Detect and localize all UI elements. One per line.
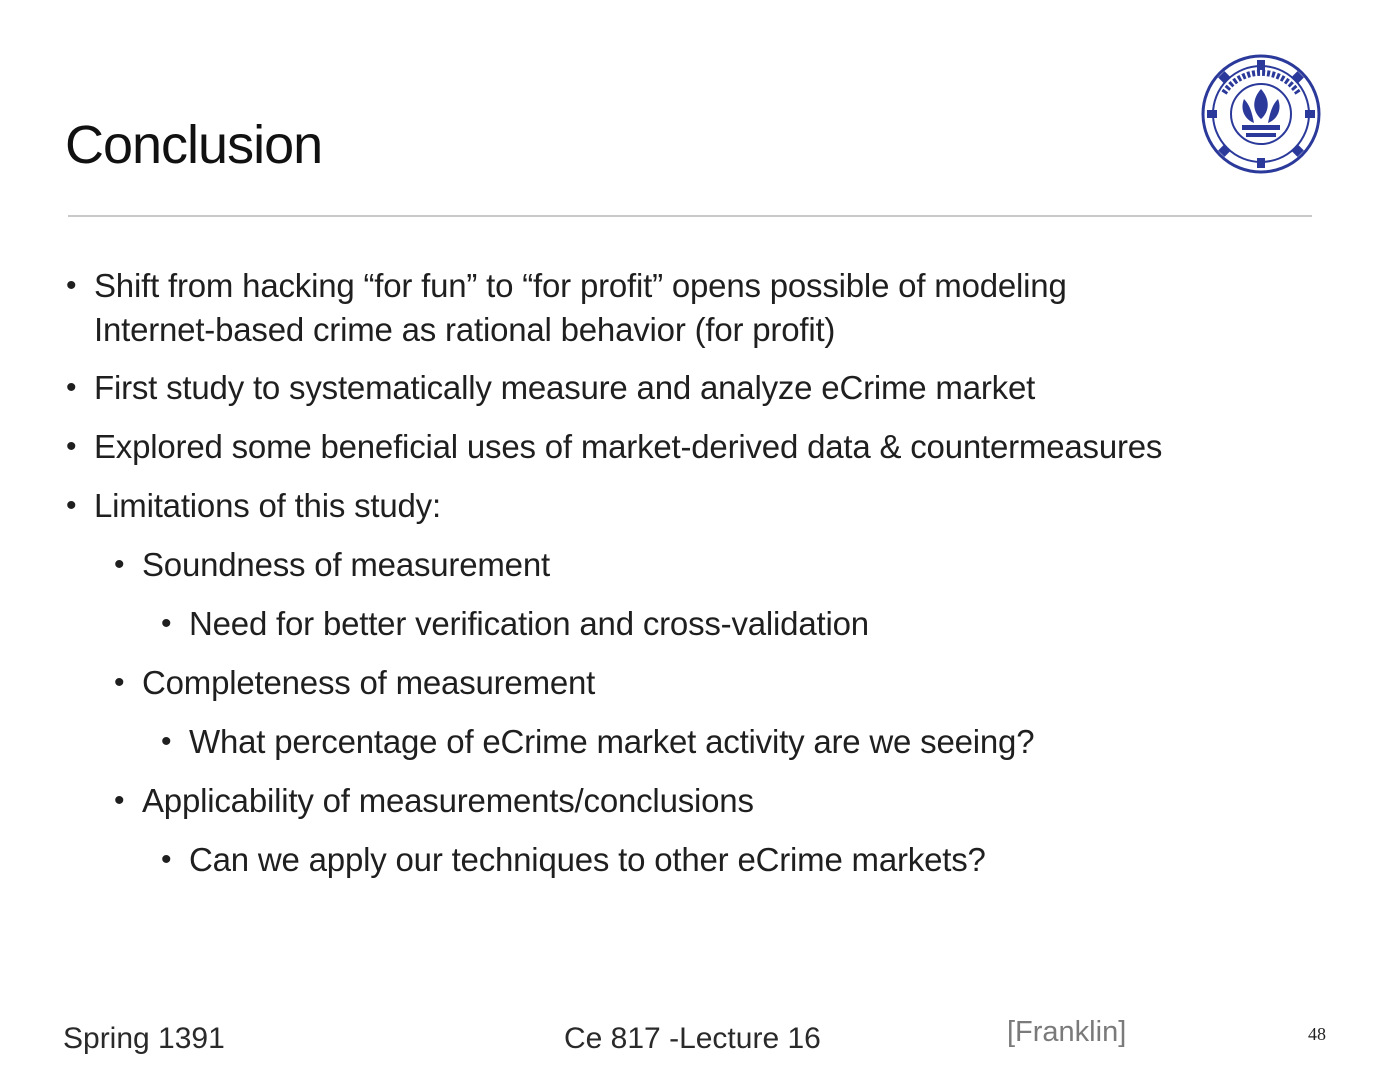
slide-title: Conclusion <box>65 115 323 175</box>
bullet-dot: • <box>161 843 172 876</box>
bullet-item <box>66 484 441 528</box>
page-number: 48 <box>1308 1024 1326 1044</box>
bullet-text: Completeness of measurement <box>142 664 596 701</box>
bullet-text: Explored some beneficial uses of market-derived data & countermeasures <box>94 428 1163 465</box>
bullet-item <box>66 366 1036 410</box>
sub-sub-bullet-item <box>161 838 986 882</box>
bullet-text: Need for better verification and cross-validation <box>189 605 869 642</box>
bullet-text: Applicability of measurements/conclusions <box>142 782 754 819</box>
sub-bullet-item <box>114 779 754 823</box>
footer-citation: [Franklin] <box>1007 1016 1127 1048</box>
sub-sub-bullet-item <box>161 720 1035 764</box>
bullet-dot: • <box>161 607 172 640</box>
bullet-dot: • <box>66 371 77 404</box>
bullet-item <box>66 264 1067 352</box>
sub-bullet-item <box>114 661 596 705</box>
bullet-text-continuation: Internet-based crime as rational behavior (for profit) <box>94 311 836 348</box>
bullet-dot: • <box>114 784 125 817</box>
sub-sub-bullet-item <box>161 602 869 646</box>
bullet-text: First study to systematically measure and analyze eCrime market <box>94 369 1036 406</box>
bullet-text: Can we apply our techniques to other eCrime markets? <box>189 841 986 878</box>
bullet-dot: • <box>161 725 172 758</box>
bullet-text: Limitations of this study: <box>94 487 441 524</box>
bullet-dot: • <box>114 548 125 581</box>
bullet-text: Soundness of measurement <box>142 546 550 583</box>
bullet-dot: • <box>66 430 77 463</box>
sub-bullet-item <box>114 543 550 587</box>
bullet-item <box>66 425 1163 469</box>
bullet-text: What percentage of eCrime market activity are we seeing? <box>189 723 1035 760</box>
bullet-dot: • <box>66 489 77 522</box>
bullet-dot: • <box>66 269 77 302</box>
bullet-dot: • <box>114 666 125 699</box>
bullet-text: Shift from hacking “for fun” to “for profit” opens possible of modeling <box>94 267 1067 304</box>
footer-semester: Spring 1391 <box>63 1022 225 1055</box>
footer-course: Ce 817 -Lecture 16 <box>564 1022 821 1055</box>
